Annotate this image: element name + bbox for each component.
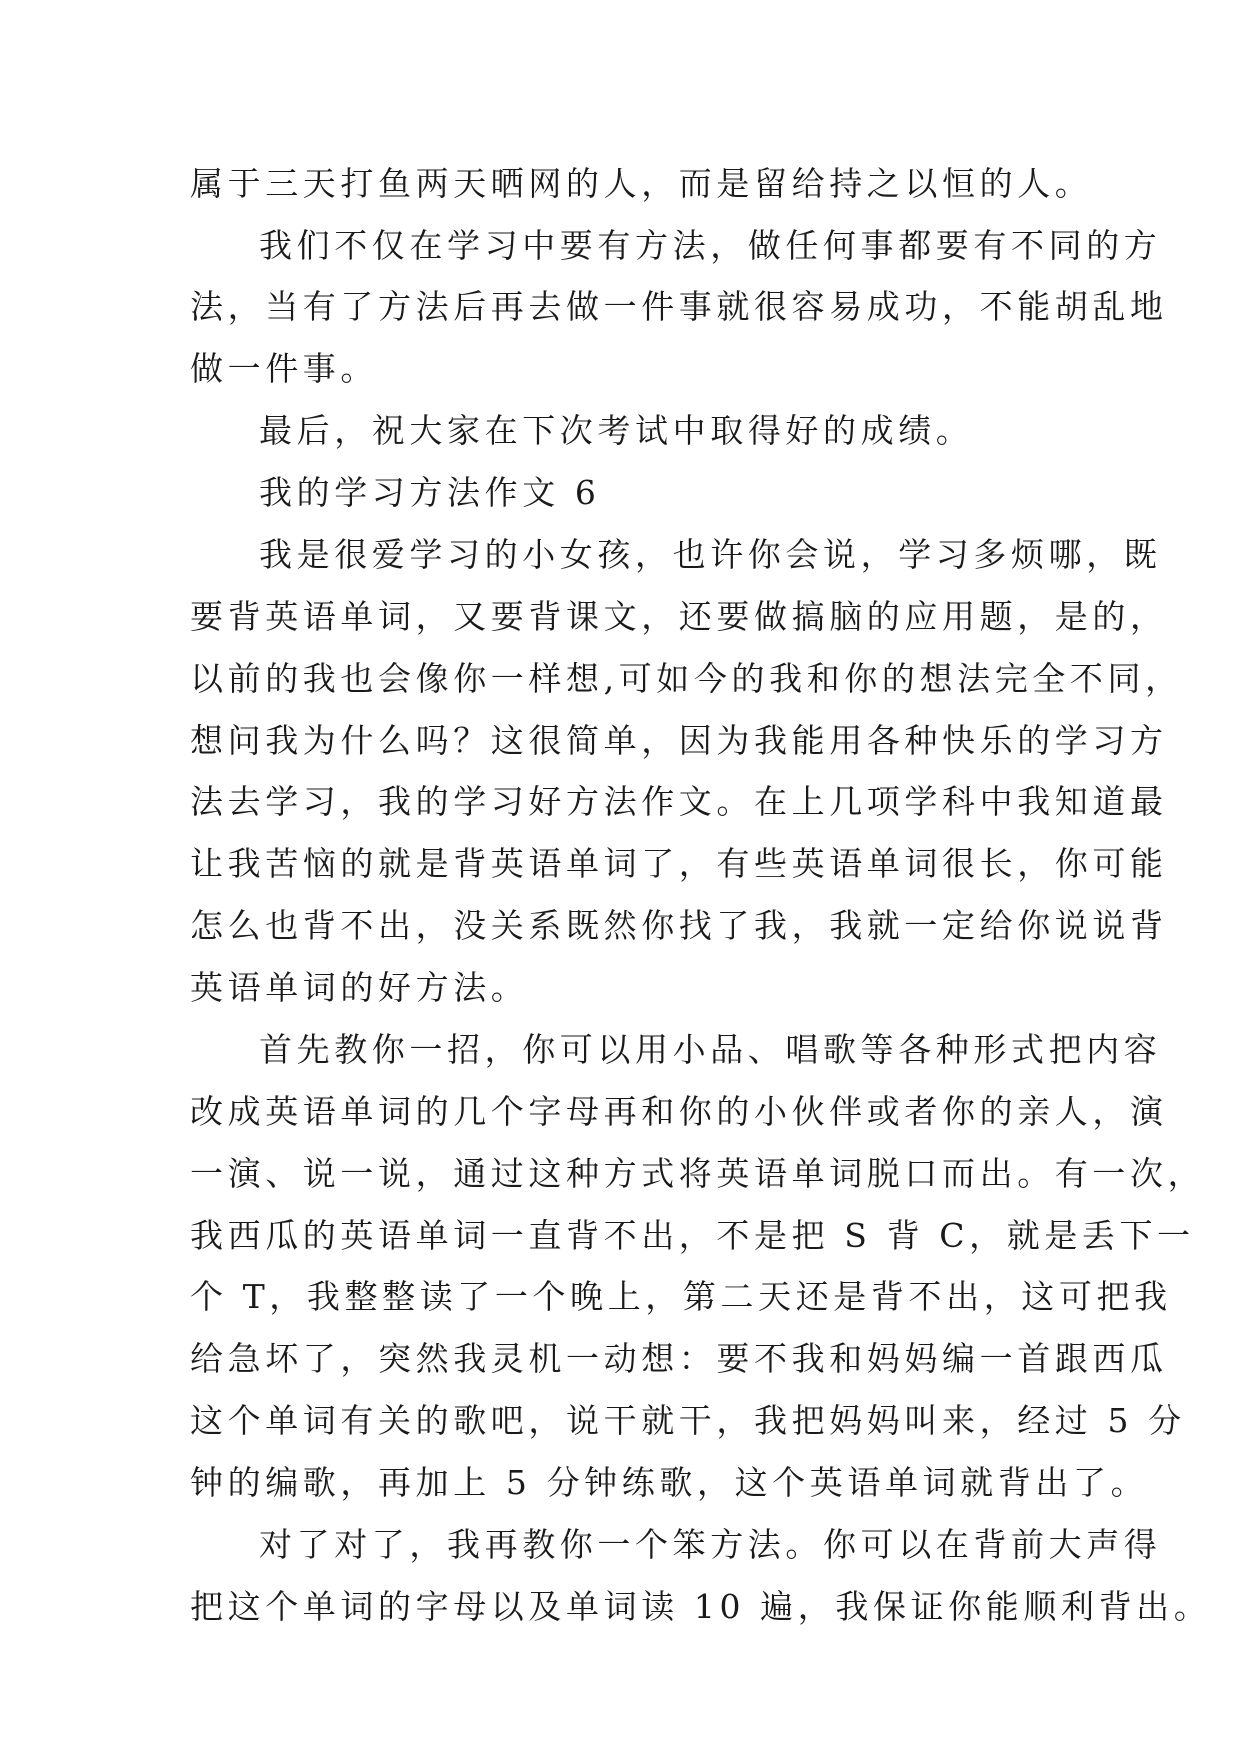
text-line: 首先教你一招，你可以用小品、唱歌等各种形式把内容 [259,1030,1162,1069]
text-line: 以前的我也会像你一样想,可如今的我和你的想法完全不同， [190,659,1183,698]
text-line: 英语单词的好方法。 [190,968,529,1007]
text-line: 要背英语单词，又要背课文，还要做搞脑的应用题，是的， [190,597,1168,636]
text-line: 钟的编歌，再加上 5 分钟练歌，这个英语单词就背出了。 [190,1463,1149,1502]
text-line: 给急坏了，突然我灵机一动想：要不我和妈妈编一首跟西瓜 [190,1339,1168,1378]
text-line: 我们不仅在学习中要有方法，做任何事都要有不同的方 [259,226,1162,265]
text-line: 法，当有了方法后再去做一件事就很容易成功，不能胡乱地 [190,287,1168,326]
text-line: 个 T，我整整读了一个晚上，第二天还是背不出，这可把我 [190,1277,1172,1316]
text-line: 一演、说一说，通过这种方式将英语单词脱口而出。有一次， [190,1154,1206,1193]
text-line: 想问我为什么吗？这很简单，因为我能用各种快乐的学习方 [190,721,1168,760]
text-line: 改成英语单词的几个字母再和你的小伙伴或者你的亲人，演 [190,1092,1168,1131]
text-line: 最后，祝大家在下次考试中取得好的成绩。 [259,411,974,450]
text-line: 这个单词有关的歌吧，说干就干，我把妈妈叫来，经过 5 分 [190,1401,1186,1440]
text-line: 属于三天打鱼两天晒网的人，而是留给持之以恒的人。 [190,164,1093,203]
text-line: 让我苦恼的就是背英语单词了，有些英语单词很长，你可能 [190,844,1168,883]
text-line: 把这个单词的字母以及单词读 10 遍，我保证你能顺利背出。 [190,1587,1212,1626]
text-line: 我是很爱学习的小女孩，也许你会说，学习多烦哪，既 [259,535,1162,574]
text-line: 怎么也背不出，没关系既然你找了我，我就一定给你说说背 [190,906,1168,945]
text-line: 做一件事。 [190,349,378,388]
section-heading: 我的学习方法作文 6 [259,473,601,512]
text-line: 我西瓜的英语单词一直背不出，不是把 S 背 C，就是丢下一 [190,1216,1195,1255]
text-line: 法去学习，我的学习好方法作文。在上几项学科中我知道最 [190,782,1168,821]
text-line: 对了对了，我再教你一个笨方法。你可以在背前大声得 [259,1525,1162,1564]
